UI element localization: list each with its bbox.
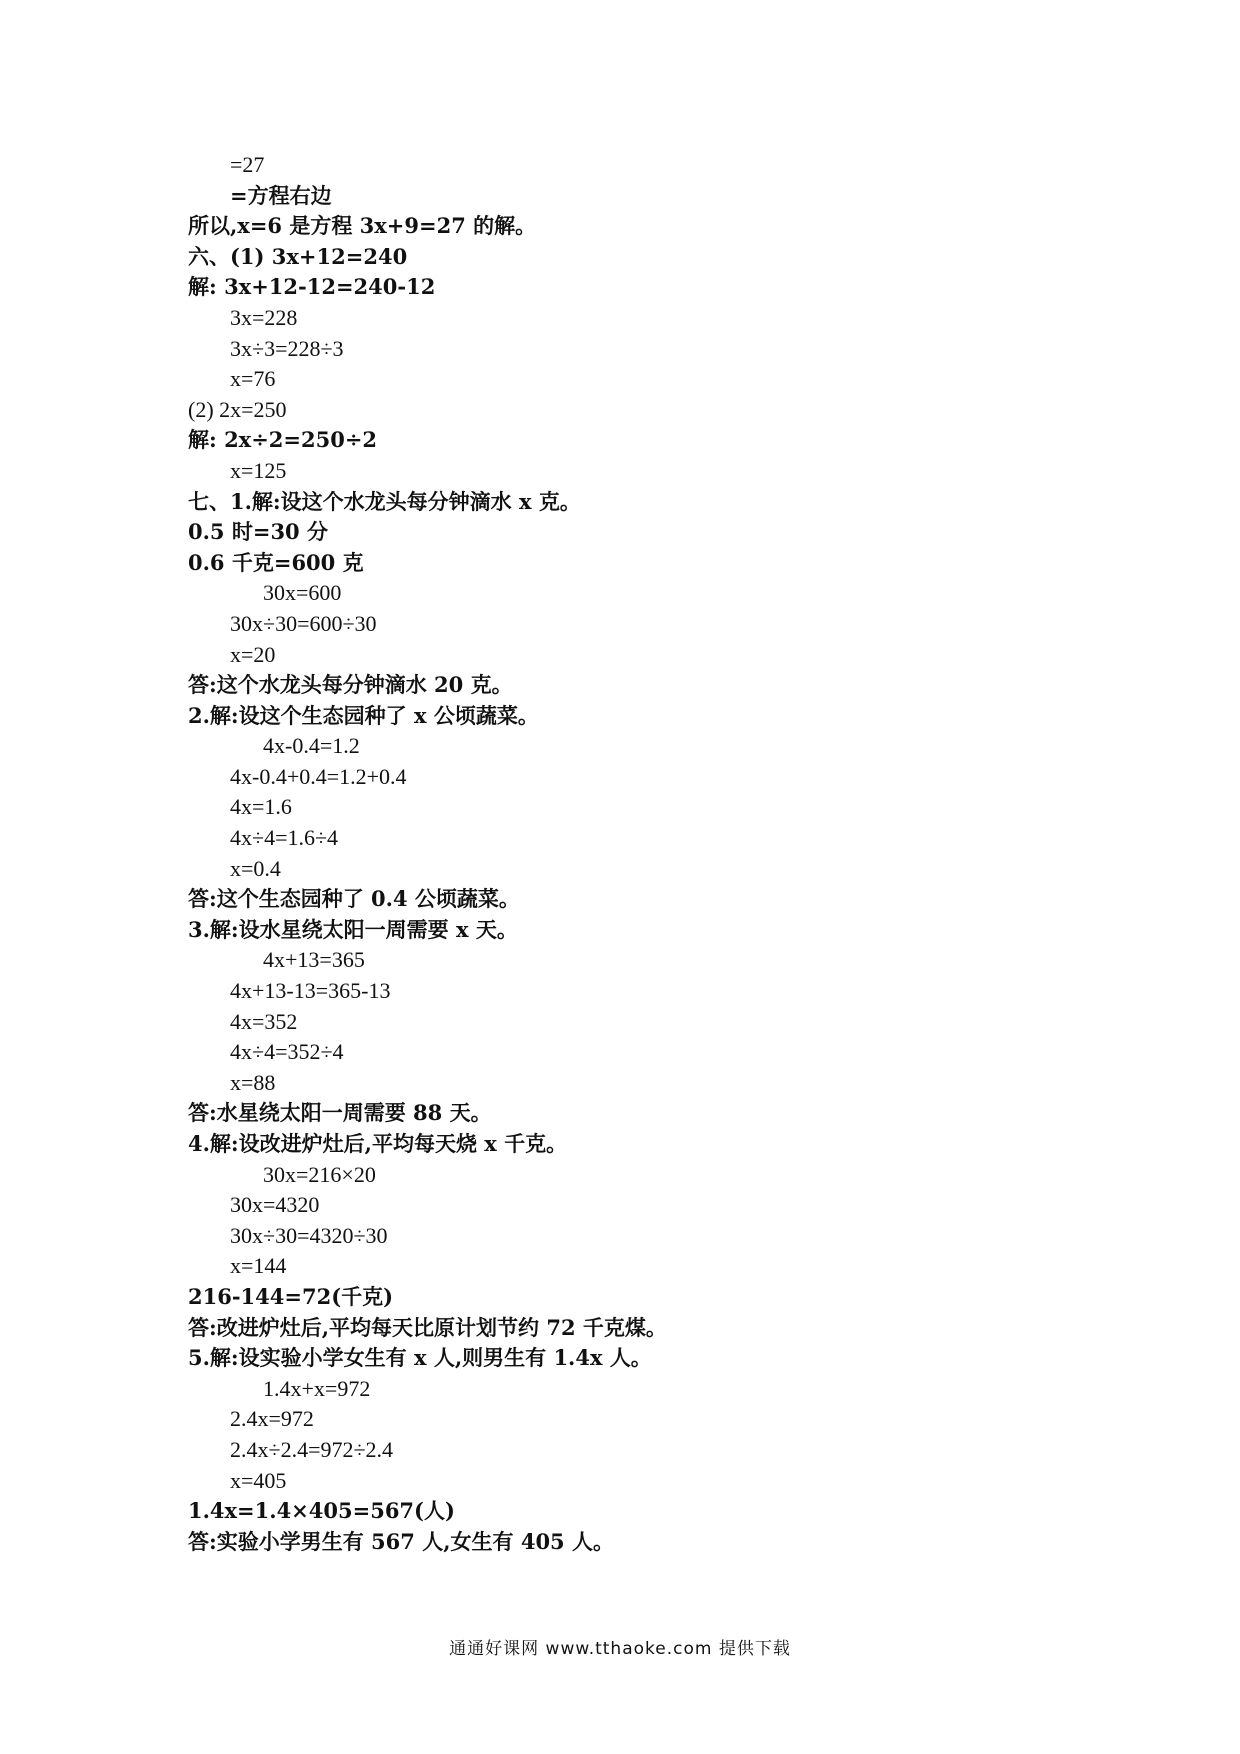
solution-line: x=0.4	[230, 855, 281, 881]
answer-line: 答:水星绕太阳一周需要 88 天。	[188, 1100, 492, 1126]
solution-line: 30x=600	[263, 580, 342, 606]
solution-line: x=144	[230, 1253, 287, 1279]
answer-line: 答:实验小学男生有 567 人,女生有 405 人。	[188, 1528, 614, 1554]
solution-line: 30x÷30=600÷30	[230, 610, 377, 636]
solution-line: 30x=4320	[230, 1192, 320, 1218]
solution-line: =27	[230, 152, 265, 177]
solution-line: 2.4x÷2.4=972÷2.4	[230, 1436, 394, 1462]
answer-line: 答:这个水龙头每分钟滴水 20 克。	[188, 672, 513, 698]
solution-line: =方程右边	[230, 182, 332, 208]
solution-line: 所以,x=6 是方程 3x+9=27 的解。	[188, 213, 537, 239]
solution-line: 3x=228	[230, 304, 298, 330]
solution-line: 4x+13-13=365-13	[230, 978, 391, 1004]
solution-line: 4x=1.6	[230, 794, 292, 820]
solution-line: 4x=352	[230, 1008, 298, 1034]
solution-line: 30x=216×20	[263, 1161, 376, 1187]
solution-line: x=405	[230, 1467, 287, 1493]
section-heading: 七、1.解:设这个水龙头每分钟滴水 x 克。	[188, 488, 581, 514]
problem-heading: 3.解:设水星绕太阳一周需要 x 天。	[188, 916, 518, 942]
solution-line: x=125	[230, 457, 287, 483]
solution-line: 4x÷4=352÷4	[230, 1039, 344, 1065]
solution-line: 2.4x=972	[230, 1406, 314, 1432]
solution-line: x=88	[230, 1069, 276, 1095]
solution-line: 0.5 时=30 分	[188, 519, 328, 545]
solution-line: (2) 2x=250	[188, 396, 287, 422]
problem-heading: 5.解:设实验小学女生有 x 人,则男生有 1.4x 人。	[188, 1345, 652, 1371]
answer-line: 答:改进炉灶后,平均每天比原计划节约 72 千克煤。	[188, 1314, 667, 1340]
answer-line: 答:这个生态园种了 0.4 公顷蔬菜。	[188, 886, 520, 912]
problem-heading: 2.解:设这个生态园种了 x 公顷蔬菜。	[188, 702, 539, 728]
solution-line: 3x÷3=228÷3	[230, 335, 344, 361]
solution-line: 1.4x=1.4×405=567(人)	[188, 1498, 455, 1524]
solution-line: 解: 3x+12-12=240-12	[188, 274, 436, 300]
solution-line: 4x+13=365	[263, 947, 365, 973]
section-heading: 六、(1) 3x+12=240	[188, 243, 408, 269]
solution-line: 216-144=72(千克)	[188, 1283, 394, 1309]
answer-key-body	[188, 150, 1138, 1557]
page-footer: 通通好课网 www.tthaoke.com 提供下载	[449, 1639, 791, 1659]
solution-line: 4x÷4=1.6÷4	[230, 825, 339, 851]
solution-line: 4x-0.4=1.2	[263, 733, 360, 759]
problem-heading: 4.解:设改进炉灶后,平均每天烧 x 千克。	[188, 1131, 568, 1156]
solution-line: 30x÷30=4320÷30	[230, 1222, 388, 1248]
solution-line: 解: 2x÷2=250÷2	[188, 427, 378, 453]
solution-line: 1.4x+x=972	[263, 1375, 371, 1401]
solution-line: x=20	[230, 641, 276, 667]
solution-line: 0.6 千克=600 克	[188, 549, 364, 575]
solution-line: 4x-0.4+0.4=1.2+0.4	[230, 763, 407, 789]
solution-line: x=76	[230, 366, 276, 392]
